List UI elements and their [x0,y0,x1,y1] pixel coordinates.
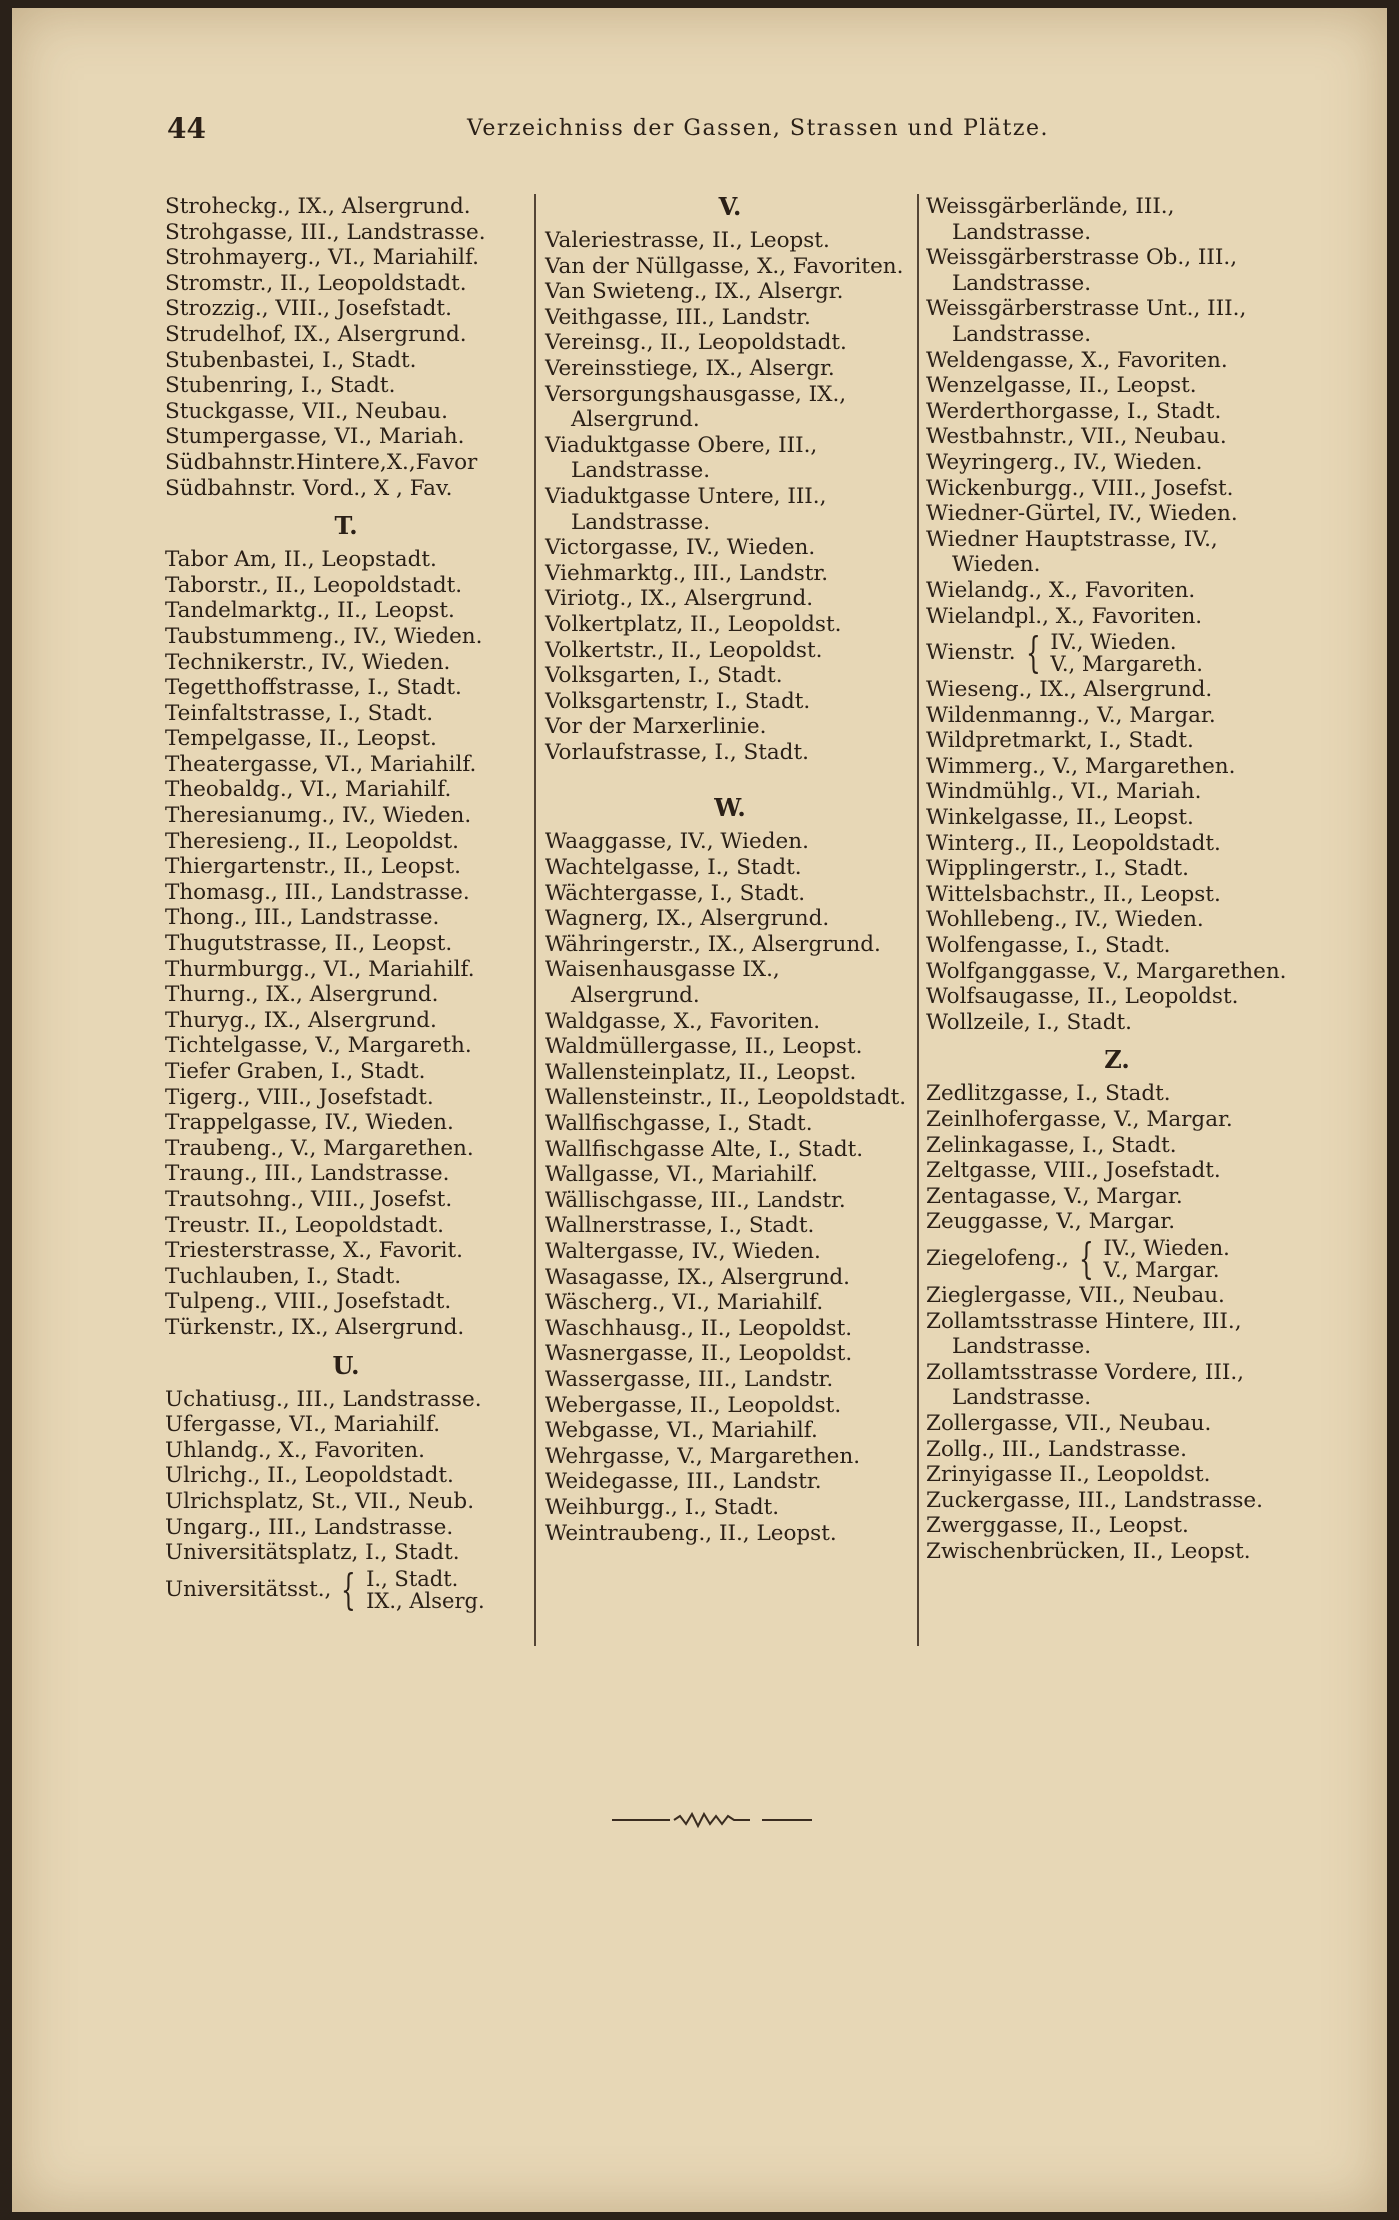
street-entry: Waldmüllergasse, II., Leopst. [545,1034,863,1060]
street-entry: Zollg., III., Landstrasse. [926,1436,1187,1462]
street-entry: Volkertstr., II., Leopoldst. [545,637,823,663]
street-entry: Theobaldg., VI., Mariahilf. [165,777,452,803]
street-entry: Wolfsaugasse, II., Leopoldst. [926,984,1239,1010]
street-entry: Zollamtsstrasse Hintere, III., Landstrasse. [926,1308,1242,1360]
column-divider-2 [917,194,919,1646]
street-entry: Wielandg., X., Favoriten. [926,577,1196,603]
street-entry: Wieseng., IX., Alsergrund. [926,677,1213,703]
w-list [545,829,915,1546]
street-entry: Thomasg., III., Landstrasse. [165,879,470,905]
street-entry: Südbahnstr. Vord., X , Fav. [165,475,453,501]
street-entry: Tigerg., VIII., Josefstadt. [165,1084,434,1110]
street-entry: Stromstr., II., Leopoldstadt. [165,270,467,296]
street-entry: Zuckergasse, III., Landstrasse. [926,1487,1263,1513]
street-entry: Tabor Am, II., Leopstadt. [165,547,437,573]
street-entry: Weldengasse, X., Favoriten. [926,347,1228,373]
column-2 [545,194,915,1546]
street-entry: Tiefer Graben, I., Stadt. [165,1059,426,1084]
street-entry: Wallgasse, VI., Mariahilf. [545,1162,818,1188]
section-heading-v: V. [718,192,742,221]
brace-entry-lines [1050,631,1203,675]
street-entry: Zieglergasse, VII., Neubau. [926,1282,1225,1308]
street-entry: Westbahnstr., VII., Neubau. [926,424,1227,450]
street-entry: Wallnerstrasse, I., Stadt. [545,1213,815,1239]
brace-entry-lines [1104,1237,1230,1281]
street-entry: Wielandpl., X., Favoriten. [926,603,1203,629]
street-entry: Van Swieteng., IX., Alsergr. [545,279,844,305]
section-heading-w: W. [714,793,746,823]
street-entry: Tulpeng., VIII., Josefstadt. [165,1289,452,1315]
brace-glyph: { [1025,628,1041,678]
street-entry: Stubenbastei, I., Stadt. [165,347,417,373]
street-entry: Zrinyigasse II., Leopoldst. [926,1462,1211,1488]
street-entry: Ulrichsplatz, St., VII., Neub. [165,1488,475,1514]
street-entry: Vereinsg., II., Leopoldstadt. [545,330,847,356]
end-ornament [612,1808,812,1832]
street-entry: Webergasse, II., Leopoldst. [545,1392,842,1418]
street-entry: Weintraubeng., II., Leopst. [545,1520,837,1546]
section-heading-z: Z. [1104,1045,1130,1075]
street-entry: Ufergasse, VI., Mariahilf. [165,1412,441,1438]
street-entry: Thugutstrasse, II., Leopst. [165,931,453,957]
brace-line: V., Margar. [1103,1257,1220,1282]
street-entry: Veithgasse, III., Landstr. [545,304,811,330]
street-entry: Wasagasse, IX., Alsergrund. [545,1264,851,1290]
street-entry: Webgasse, VI., Mariahilf. [545,1418,818,1444]
street-entry: Stumpergasse, VI., Mariah. [165,424,465,450]
street-entry: Zollergasse, VII., Neubau. [926,1410,1212,1436]
w-list-continued [926,194,1308,629]
brace-line: V., Margareth. [1050,652,1203,677]
running-head: Verzeichniss der Gassen, Strassen und Plätze. [467,116,1049,141]
brace-entry [926,628,1308,678]
street-entry: Wachtelgasse, I., Stadt. [545,855,802,881]
street-entry: Versorgungshausgasse, IX., Alsergrund. [545,381,847,433]
street-entry: Wohllebeng., IV., Wieden. [926,907,1204,933]
street-entry: Thurmburgg., VI., Mariahilf. [165,956,475,982]
street-entry: Technikerstr., IV., Wieden. [165,649,451,675]
column-divider-1 [534,194,536,1646]
section-heading-t: T. [334,511,358,541]
street-entry: Wickenburgg., VIII., Josefst. [926,475,1234,501]
z-list-continued [926,1283,1308,1565]
street-entry: Tandelmarktg., II., Leopst. [165,598,455,624]
street-entry: Vereinsstiege, IX., Alsergr. [545,355,835,381]
street-entry: Zwischenbrücken, II., Leopst. [926,1538,1251,1564]
street-entry: Weyringerg., IV., Wieden. [926,449,1203,475]
book-page [12,8,1387,2212]
brace-entry [926,1233,1308,1283]
brace-entry [165,1564,527,1614]
street-entry: Wallensteinplatz, II., Leopst. [545,1059,857,1085]
street-entry: Trautsohng., VIII., Josefst. [165,1186,453,1212]
brace-entry-name: Universitätsst., [165,1576,332,1602]
street-entry: Winkelgasse, II., Leopst. [926,805,1194,831]
brace-entry-lines [366,1568,485,1612]
street-entry: Triesterstrasse, X., Favorit. [165,1238,463,1264]
street-entry: Teinfaltstrasse, I., Stadt. [165,700,434,726]
street-entry: Thiergartenstr., II., Leopst. [165,854,461,880]
street-entry: Wallfischgasse, I., Stadt. [545,1111,813,1136]
street-entry: Weidegasse, III., Landstr. [545,1469,822,1495]
street-entry: Zelinkagasse, I., Stadt. [926,1132,1177,1158]
s-list [165,194,527,501]
street-entry: Theresieng., II., Leopoldst. [165,828,459,854]
street-entry: Weissgärberstrasse Ob., III., Landstrasse. [926,245,1238,296]
z-list [926,1081,1308,1235]
street-entry: Zedlitzgasse, I., Stadt. [926,1081,1171,1107]
street-entry: Strozzig., VIII., Josefstadt. [165,296,452,322]
column-1 [165,194,527,1614]
street-entry: Tichtelgasse, V., Margareth. [165,1033,472,1059]
street-entry: Wimmerg., V., Margarethen. [926,753,1236,779]
street-entry: Stubenring, I., Stadt. [165,373,396,399]
street-entry: Ungarg., III., Landstrasse. [165,1514,454,1540]
street-entry: Weihburgg., I., Stadt. [545,1494,780,1520]
street-entry: Wehrgasse, V., Margarethen. [545,1443,861,1469]
street-entry: Zeinlhofergasse, V., Margar. [926,1107,1233,1132]
street-entry: Victorgasse, IV., Wieden. [545,535,816,561]
street-entry: Zeuggasse, V., Margar. [926,1209,1176,1235]
street-entry: Waaggasse, IV., Wieden. [545,829,809,855]
street-entry: Stroheckg., IX., Alsergrund. [165,194,471,219]
street-entry: Waldgasse, X., Favoriten. [545,1008,821,1034]
street-entry: Windmühlg., VI., Mariah. [926,779,1202,805]
street-entry: Tuchlauben, I., Stadt. [165,1263,402,1289]
street-entry: Währingerstr., IX., Alsergrund. [545,931,881,957]
street-entry: Zwerggasse, II., Leopst. [926,1513,1189,1539]
street-entry: Vorlaufstrasse, I., Stadt. [545,739,809,765]
street-entry: Traung., III., Landstrasse. [165,1161,450,1187]
street-entry: Trappelgasse, IV., Wieden. [165,1110,454,1136]
brace-glyph: { [341,1564,357,1614]
street-entry: Wallensteinstr., II., Leopoldstadt. [545,1085,907,1111]
street-entry: Uchatiusg., III., Landstrasse. [165,1386,482,1412]
street-entry: Wächtergasse, I., Stadt. [545,880,806,906]
street-entry: Uhlandg., X., Favoriten. [165,1437,425,1463]
street-entry: Wildpretmarkt, I., Stadt. [926,728,1194,754]
street-entry: Traubeng., V., Margarethen. [165,1135,474,1161]
t-list [165,547,527,1340]
street-entry: Wiedner Hauptstrasse, IV., Wieden. [926,526,1218,578]
brace-glyph: { [1078,1233,1094,1283]
street-entry: Zeltgasse, VIII., Josefstadt. [926,1158,1221,1184]
street-entry: Volksgarten, I., Stadt. [545,663,783,689]
street-entry: Wolfganggasse, V., Margarethen. [926,958,1287,984]
street-entry: Wagnerg, IX., Alsergrund. [545,906,830,932]
v-list [545,228,915,765]
street-entry: Wäscherg., VI., Mariahilf. [545,1290,824,1316]
street-entry: Südbahnstr.Hintere,X.,Favor [165,449,478,475]
street-entry: Wollzeile, I., Stadt. [926,1009,1132,1035]
street-entry: Wallfischgasse Alte, I., Stadt. [545,1136,864,1162]
street-entry: Weissgärberstrasse Unt., III., Landstrasse. [926,296,1247,347]
street-entry: Wittelsbachstr., II., Leopst. [926,881,1221,907]
brace-entry-name: Wienstr. [926,640,1016,666]
street-entry: Wiedner-Gürtel, IV., Wieden. [926,501,1238,527]
street-entry: Volkertplatz, II., Leopoldst. [545,611,842,637]
brace-line: IV., Wieden. [1050,630,1177,655]
brace-entry-name: Ziegelofeng., [926,1246,1069,1272]
brace-line: IX., Alserg. [366,1588,485,1613]
street-entry: Thong., III., Landstrasse. [165,905,440,931]
street-entry: Thuryg., IX., Alsergrund. [165,1007,437,1033]
street-entry: Viaduktgasse Obere, III., Landstrasse. [545,432,818,484]
street-entry: Winterg., II., Leopoldstadt. [926,830,1221,856]
column-3 [926,194,1308,1565]
street-entry: Wenzelgasse, II., Leopst. [926,373,1197,399]
street-entry: Strudelhof, IX., Alsergrund. [165,321,467,347]
w-list-continued-2 [926,677,1308,1035]
street-entry: Universitätsplatz, I., Stadt. [165,1540,460,1566]
street-entry: Valeriestrasse, II., Leopst. [545,228,830,253]
street-entry: Wipplingerstr., I., Stadt. [926,856,1189,882]
street-entry: Taborstr., II., Leopoldstadt. [165,572,463,598]
street-entry: Viehmarktg., III., Landstr. [545,560,829,586]
street-entry: Treustr. II., Leopoldstadt. [165,1212,444,1238]
street-entry: Ulrichg., II., Leopoldstadt. [165,1463,454,1489]
section-heading-u: U. [332,1350,360,1380]
street-entry: Strohgasse, III., Landstrasse. [165,219,486,245]
street-entry: Wasnergasse, II., Leopoldst. [545,1341,853,1367]
street-entry: Vor der Marxerlinie. [545,714,767,740]
page-header [167,108,1347,148]
street-entry: Wassergasse, III., Landstr. [545,1366,834,1392]
street-entry: Wolfengasse, I., Stadt. [926,933,1171,959]
street-entry: Viaduktgasse Untere, III., Landstrasse. [545,483,827,535]
street-entry: Wällischgasse, III., Landstr. [545,1187,846,1213]
street-entry: Thurng., IX., Alsergrund. [165,982,439,1008]
street-entry: Tegetthoffstrasse, I., Stadt. [165,675,462,701]
street-entry: Waisenhausgasse IX., Alsergrund. [545,957,780,1009]
street-entry: Viriotg., IX., Alsergrund. [545,586,814,612]
street-entry: Weissgärberlände, III., Landstrasse. [926,194,1175,245]
street-entry: Tempelgasse, II., Leopst. [165,726,437,752]
street-entry: Strohmayerg., VI., Mariahilf. [165,245,480,271]
street-entry: Werderthorgasse, I., Stadt. [926,398,1222,424]
street-entry: Wildenmanng., V., Margar. [926,702,1216,728]
brace-line: I., Stadt. [366,1566,459,1591]
street-entry: Waltergasse, IV., Wieden. [545,1238,821,1264]
street-entry: Stuckgasse, VII., Neubau. [165,398,448,424]
street-entry: Theatergasse, VI., Mariahilf. [165,751,477,777]
brace-line: IV., Wieden. [1103,1235,1230,1260]
street-entry: Türkenstr., IX., Alsergrund. [165,1314,465,1340]
street-entry: Zollamtsstrasse Vordere, III., Landstrasse. [926,1359,1244,1411]
street-entry: Volksgartenstr, I., Stadt. [545,688,811,714]
street-entry: Zentagasse, V., Margar. [926,1183,1183,1209]
street-entry: Van der Nüllgasse, X., Favoriten. [545,253,904,279]
street-entry: Taubstummeng., IV., Wieden. [165,623,483,649]
u-list [165,1387,527,1566]
street-entry: Theresianumg., IV., Wieden. [165,803,472,829]
street-entry: Waschhausg., II., Leopoldst. [545,1315,853,1341]
page-number: 44 [167,112,206,145]
